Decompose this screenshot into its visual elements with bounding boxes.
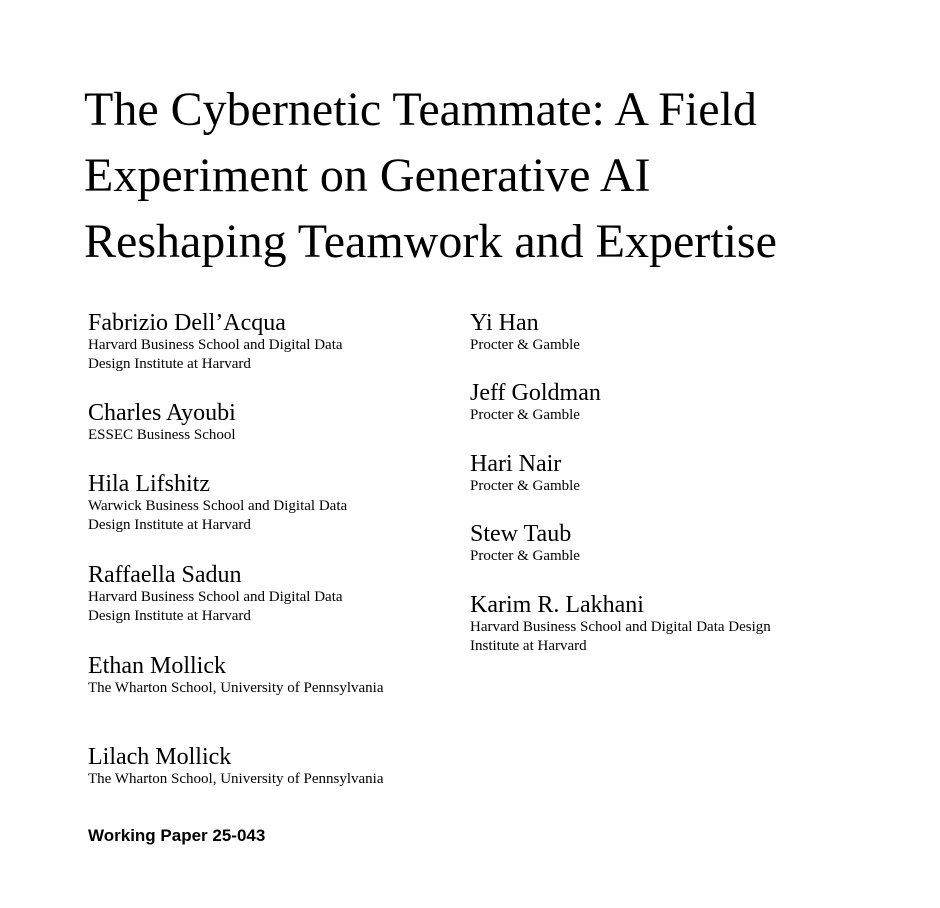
author-block — [88, 653, 388, 698]
author-name: Hila Lifshitz — [88, 471, 210, 497]
author-block — [470, 592, 790, 656]
author-block — [470, 380, 790, 425]
author-affiliation: Procter & Gamble — [470, 548, 580, 564]
author-block — [88, 562, 388, 626]
author-affiliation: ESSEC Business School — [88, 427, 236, 443]
title-line: Reshaping Teamwork and Expertise — [84, 215, 777, 268]
author-name: Karim R. Lakhani — [470, 592, 644, 618]
author-block — [470, 521, 790, 566]
author-name: Hari Nair — [470, 451, 562, 477]
title-line: Experiment on Generative AI — [84, 149, 651, 202]
author-affiliation: Harvard Business School and Digital Data Design Institute at Harvard — [470, 619, 771, 654]
author-affiliation: Harvard Business School and Digital Data Design Institute at Harvard — [88, 589, 343, 624]
title-line: The Cybernetic Teammate: A Field — [84, 83, 757, 136]
author-name: Yi Han — [470, 310, 539, 336]
author-name: Lilach Mollick — [88, 744, 232, 770]
author-affiliation: Procter & Gamble — [470, 407, 580, 423]
author-block — [88, 471, 388, 535]
author-affiliation: The Wharton School, University of Pennsylvania — [88, 771, 384, 787]
author-block — [470, 451, 790, 496]
author-name: Jeff Goldman — [470, 380, 601, 406]
author-affiliation: Warwick Business School and Digital Data Design Institute at Harvard — [88, 498, 348, 533]
author-name: Charles Ayoubi — [88, 400, 236, 426]
paper-title — [84, 77, 924, 275]
author-affiliation: Procter & Gamble — [470, 337, 580, 353]
author-block — [470, 310, 790, 355]
author-block — [88, 400, 388, 445]
author-affiliation: The Wharton School, University of Pennsylvania — [88, 680, 384, 696]
author-affiliation: Procter & Gamble — [470, 478, 580, 494]
author-name: Stew Taub — [470, 521, 572, 547]
author-name: Fabrizio Dell’Acqua — [88, 310, 286, 336]
author-block — [88, 744, 388, 789]
author-affiliation: Harvard Business School and Digital Data Design Institute at Harvard — [88, 337, 343, 372]
working-paper-number: Working Paper 25-043 — [88, 826, 266, 845]
author-block — [88, 310, 388, 374]
author-name: Ethan Mollick — [88, 653, 226, 679]
author-name: Raffaella Sadun — [88, 562, 242, 588]
